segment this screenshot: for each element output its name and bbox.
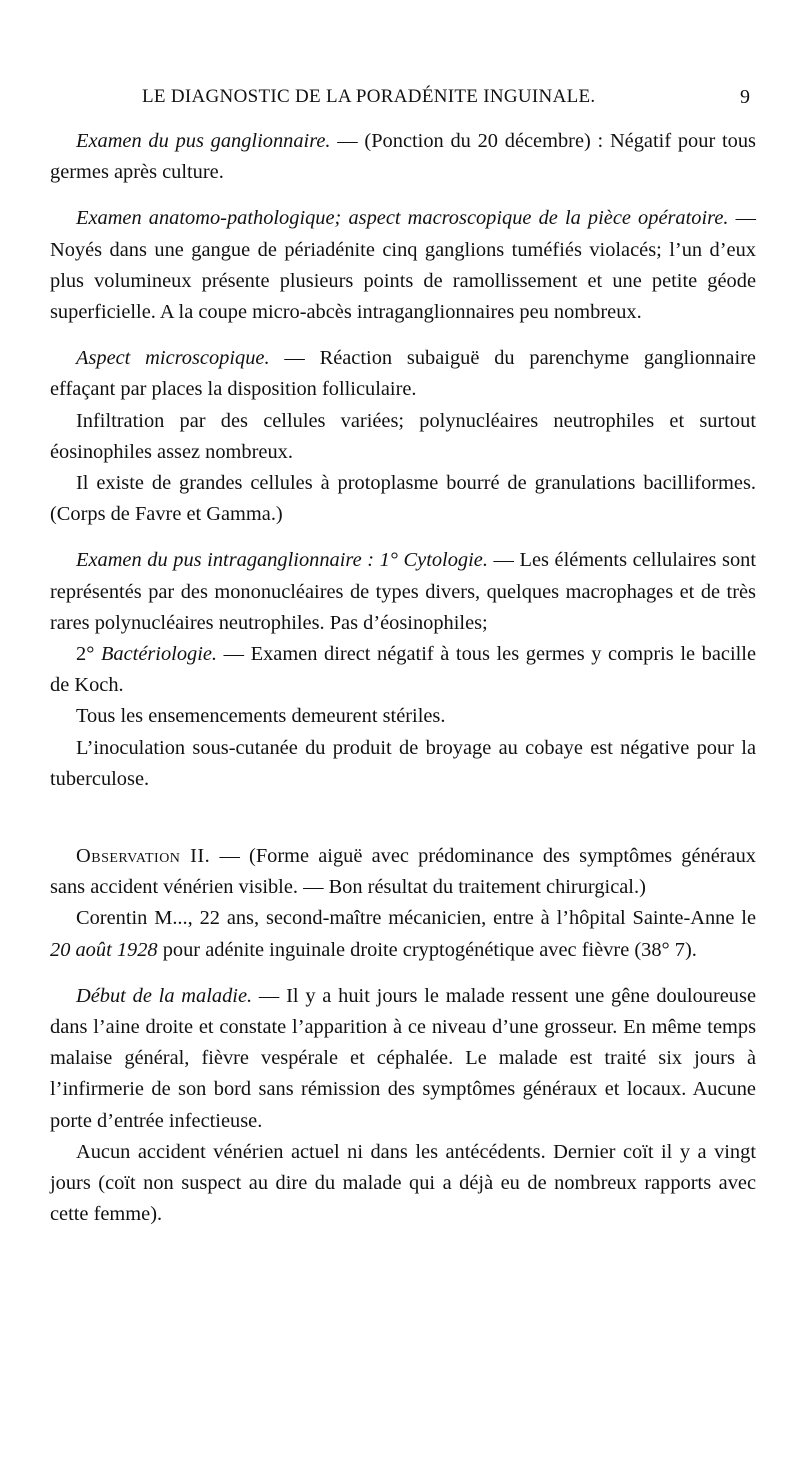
paragraph-text: — Examen direct négatif à tous les germes y compris le bacille de Koch. bbox=[50, 643, 756, 697]
paragraph-heading: Aspect microscopique. bbox=[76, 347, 270, 370]
paragraph-heading: Examen du pus ganglionnaire. bbox=[76, 130, 331, 152]
paragraph-text: — Réaction subaiguë du parenchyme ganglionnaire effaçant par places la disposition folliculaire. bbox=[50, 347, 756, 401]
paragraph-inoculation bbox=[50, 733, 756, 795]
page-number: 9 bbox=[740, 86, 750, 108]
paragraph-pus-exam bbox=[50, 126, 756, 188]
paragraph-text: — Les éléments cellulaires sont représentés par des mononucléaires de types divers, quelques macrophages et de très rares polynucléaires neutrophiles. Pas d’éosinophiles; bbox=[50, 549, 756, 634]
paragraph-text: Tous les ensemencements demeurent stériles. bbox=[76, 705, 446, 728]
paragraph-text: — Il y a huit jours le malade ressent une gêne douloureuse dans l’aine droite et constate l’apparition à ce niveau d’une grosseur. En même temps malaise général, fièvre vespérale et céphalée. Le malade est traité six jours à l’infirmerie de son bord sans rémission des symptômes généraux et locaux. Aucune porte d’entrée infectieuse. bbox=[50, 984, 756, 1132]
body-text bbox=[50, 126, 756, 1231]
paragraph-text: Il existe de grandes cellules à protoplasme bourré de granulations bacilliformes. (Corps de Favre et Gamma.) bbox=[50, 472, 756, 526]
running-title: LE DIAGNOSTIC DE LA PORADÉNITE INGUINALE. bbox=[142, 86, 596, 107]
paragraph-venereal-history bbox=[50, 1137, 756, 1231]
admission-date: 20 août 1928 bbox=[50, 938, 158, 961]
paragraph-heading: Examen anatomo-pathologique; aspect macroscopique de la pièce opératoire. bbox=[76, 207, 729, 230]
page-header bbox=[142, 86, 750, 116]
paragraph-heading: Examen du pus intraganglionnaire : 1° Cytologie. bbox=[76, 549, 488, 572]
paragraph-infiltration bbox=[50, 406, 756, 468]
paragraph-cultures bbox=[50, 701, 756, 732]
paragraph-text: Corentin M..., 22 ans, second-maître mécanicien, entre à l’hôpital Sainte-Anne le bbox=[76, 907, 756, 930]
paragraph-text: L’inoculation sous-cutanée du produit de broyage au cobaye est négative pour la tuberculose. bbox=[50, 736, 756, 790]
paragraph-anatomo-pathology bbox=[50, 203, 756, 328]
paragraph-prefix: 2° bbox=[76, 643, 101, 666]
paragraph-text: — (Ponction du 20 décembre) : Négatif pour tous germes après culture. bbox=[50, 130, 756, 184]
paragraph-heading: Bactériologie. bbox=[100, 643, 218, 666]
paragraph-text: Infiltration par des cellules variées; polynucléaires neutrophiles et surtout éosinophiles assez nombreux. bbox=[50, 409, 756, 463]
paragraph-text: — Noyés dans une gangue de périadénite cinq ganglions tuméfiés violacés; l’un d’eux plus volumineux présente plusieurs points de ramollissement et une petite géode superficielle. A la coupe micro-abcès intraganglionnaires peu nombreux. bbox=[50, 207, 756, 324]
paragraph-text: pour adénite inguinale droite cryptogénétique avec fièvre (38° 7). bbox=[157, 938, 697, 961]
paragraph-text: — (Forme aiguë avec prédominance des symptômes généraux sans accident vénérien visible. — Bon résultat du traitement chirurgical.) bbox=[50, 845, 756, 899]
paragraph-heading: Début de la maladie. bbox=[76, 984, 253, 1007]
paragraph-bacteriology bbox=[50, 639, 756, 701]
paragraph-text: Aucun accident vénérien actuel ni dans les antécédents. Dernier coït il y a vingt jours (coït non suspect au dire du malade qui a déjà eu de nombreux rapports avec cette femme). bbox=[50, 1140, 756, 1226]
paragraph-cytology bbox=[50, 545, 756, 639]
paragraph-onset bbox=[50, 981, 756, 1137]
paragraph-patient bbox=[50, 903, 756, 965]
paragraph-microscopic-aspect bbox=[50, 343, 756, 405]
paragraph-observation-title bbox=[50, 841, 756, 903]
observation-heading: Observation II. bbox=[76, 845, 211, 868]
paragraph-large-cells bbox=[50, 468, 756, 530]
